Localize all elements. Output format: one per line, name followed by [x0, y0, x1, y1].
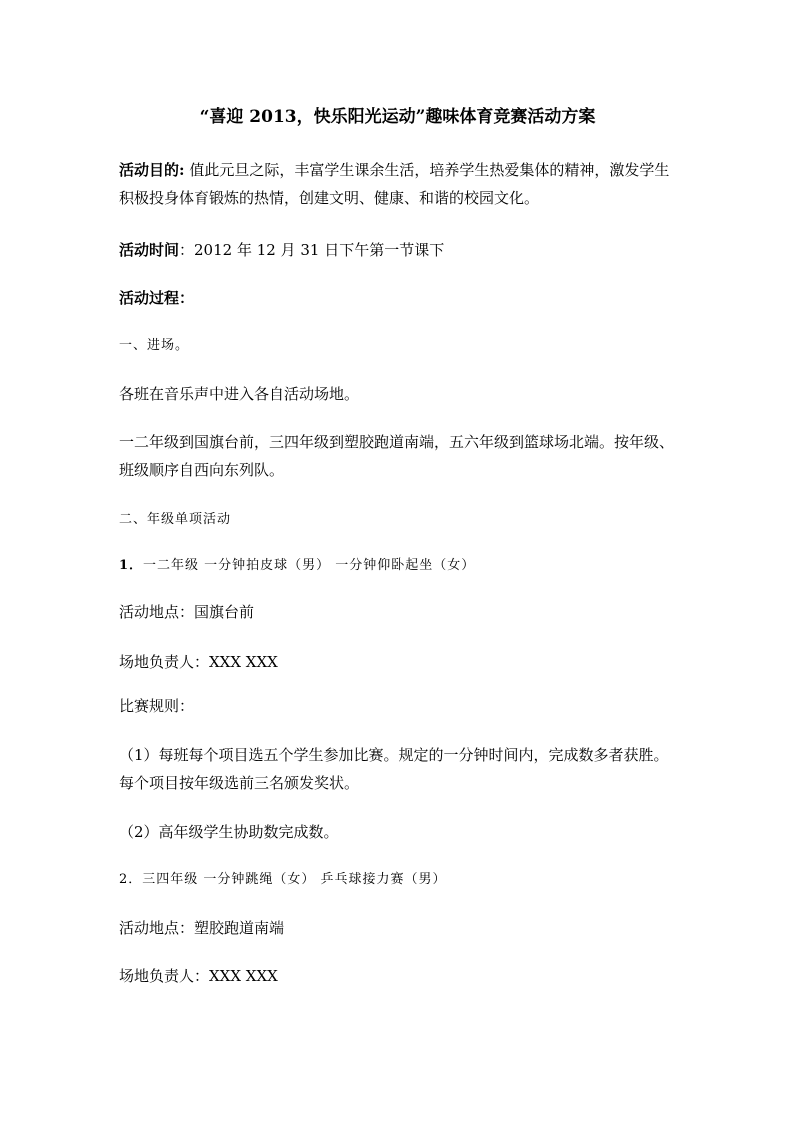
item-1-location: 活动地点：国旗台前: [119, 603, 255, 621]
item-1-text: 一二年级 一分钟拍皮球（男） 一分钟仰卧起坐（女）: [143, 558, 476, 573]
time-text: ：2012 年 12 月 31 日下午第一节课下: [179, 241, 445, 259]
section-entry-heading: 一、进场。: [119, 338, 190, 353]
item-1-owner: 场地负责人：XXX XXX: [119, 653, 278, 671]
item-2-heading: [119, 866, 677, 894]
purpose-text: 值此元旦之际，丰富学生课余生活，培养学生热爱集体的精神，激发学生积极投身体育锻炼的热情，创建文明、健康、和谐的校园文化。: [119, 161, 670, 207]
rules-label: 比赛规则：: [119, 697, 195, 715]
entry-paragraph-2: 一二年级到国旗台前，三四年级到塑胶跑道南端，五六年级到篮球场北端。按年级、班级顺序自西向东列队。: [119, 433, 675, 479]
item-2-text: 三四年级 一分钟跳绳（女） 乒乓球接力赛（男）: [142, 872, 447, 887]
item-2-location: 活动地点：塑胶跑道南端: [119, 919, 285, 937]
time-label: 活动时间: [119, 241, 180, 259]
rule-1: （1）每班每个项目选五个学生参加比赛。规定的一分钟时间内，完成数多者获胜。每个项目按年级选前三名颁发奖状。: [119, 746, 669, 792]
document-title: “喜迎 2013，快乐阳光运动”趣味体育竞赛活动方案: [199, 107, 596, 127]
rule-2: （2）高年级学生协助数完成数。: [119, 823, 339, 841]
item-1-heading: [119, 552, 677, 580]
item-2-number: 2．: [119, 872, 143, 887]
purpose-label: 活动目的:: [119, 161, 185, 179]
item-2-owner: 场地负责人：XXX XXX: [119, 967, 278, 985]
purpose-paragraph: [119, 156, 677, 212]
item-1-number: 1．: [119, 558, 144, 573]
process-label: 活动过程：: [119, 289, 195, 307]
entry-paragraph-1: 各班在音乐声中进入各自活动场地。: [119, 385, 360, 403]
section-activities-heading: 二、年级单项活动: [119, 512, 232, 527]
time-paragraph: [119, 236, 677, 264]
